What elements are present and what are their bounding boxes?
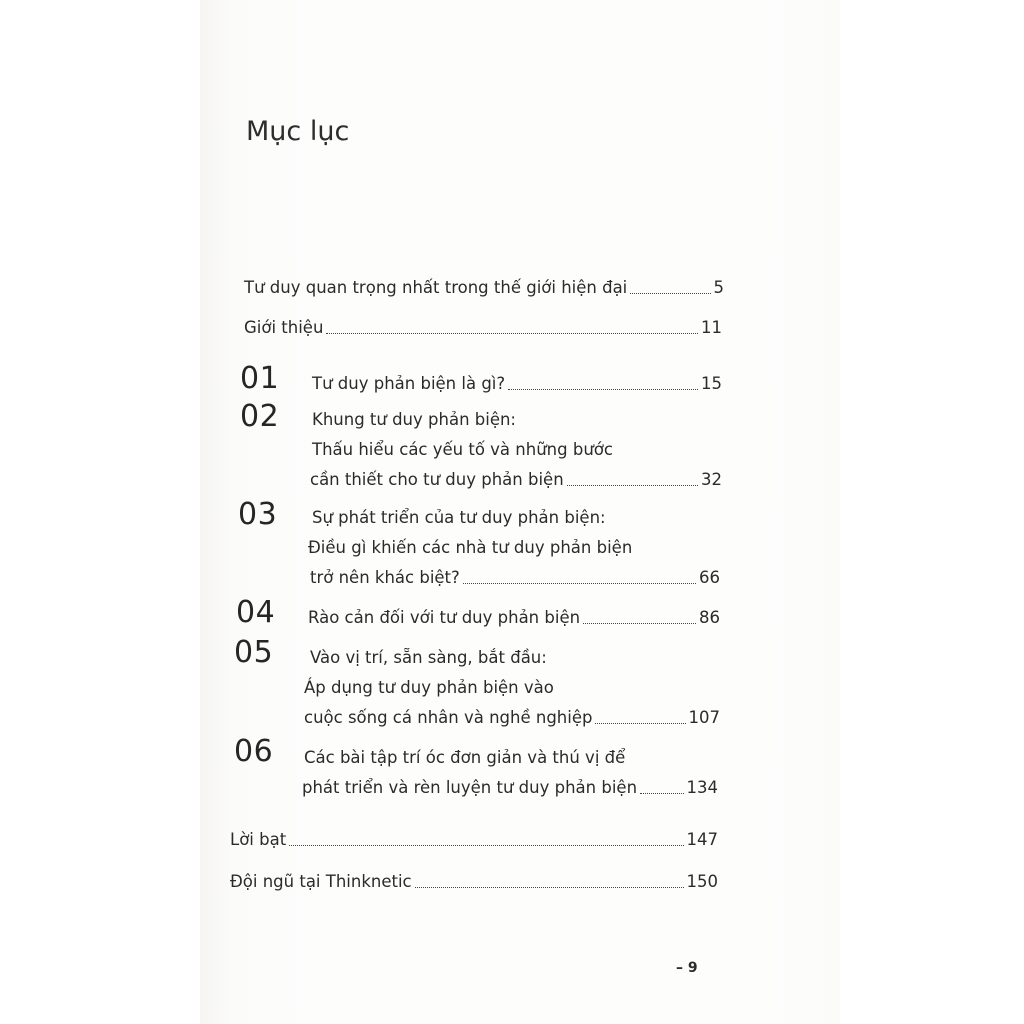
toc-entry-chapter-05 — [304, 708, 720, 728]
toc-entry-chapter-06 — [302, 778, 718, 798]
toc-entry-page: 150 — [686, 872, 718, 891]
toc-entry-page: 147 — [686, 830, 718, 849]
book-page — [200, 0, 840, 1024]
toc-entry-title-line: cần thiết cho tư duy phản biện — [310, 470, 564, 489]
toc-entry-title-line: Khung tư duy phản biện: — [312, 410, 516, 429]
toc-entry-page: 5 — [713, 278, 724, 297]
toc-entry-page: 107 — [688, 708, 720, 727]
toc-entry-introduction — [244, 318, 722, 338]
chapter-number: 04 — [236, 595, 276, 630]
toc-entry-chapter-02 — [310, 470, 722, 490]
toc-entry-title-line: cuộc sống cá nhân và nghề nghiệp — [304, 708, 593, 727]
toc-entry-chapter-01 — [312, 374, 722, 394]
toc-entry-afterword — [230, 830, 718, 850]
toc-entry-title: Tư duy quan trọng nhất trong thế giới hiện đại — [244, 278, 628, 297]
dot-leader — [595, 723, 685, 724]
dot-leader — [508, 389, 698, 390]
toc-entry-page: 134 — [686, 778, 718, 797]
toc-entry-title: Rào cản đối với tư duy phản biện — [308, 608, 581, 627]
toc-entry-title-line: Áp dụng tư duy phản biện vào — [304, 678, 554, 697]
toc-entry-title-line: Sự phát triển của tư duy phản biện: — [312, 508, 606, 527]
dot-leader — [326, 333, 698, 334]
toc-entry-page: 32 — [701, 470, 722, 489]
chapter-number: 01 — [240, 361, 280, 396]
toc-entry-foreword — [244, 278, 724, 298]
toc-entry-page: 15 — [701, 374, 722, 393]
toc-entry-page: 66 — [699, 568, 720, 587]
chapter-number: 06 — [234, 734, 274, 769]
toc-entry-title: Giới thiệu — [244, 318, 324, 337]
dot-leader — [640, 793, 683, 794]
toc-entry-team — [230, 872, 718, 892]
dot-leader — [630, 293, 710, 294]
dot-leader — [583, 623, 696, 624]
dot-leader — [463, 583, 696, 584]
chapter-number: 03 — [238, 497, 278, 532]
toc-entry-chapter-03 — [310, 568, 720, 588]
dot-leader — [289, 845, 683, 846]
toc-entry-title: Lời bạt — [230, 830, 287, 849]
toc-entry-title: Đội ngũ tại Thinknetic — [230, 872, 412, 891]
toc-entry-page: 11 — [701, 318, 722, 337]
toc-entry-title: Tư duy phản biện là gì? — [312, 374, 506, 393]
page-title: Mục lục — [246, 116, 350, 147]
chapter-number: 02 — [240, 399, 280, 434]
toc-entry-title-line: Thấu hiểu các yếu tố và những bước — [312, 440, 613, 459]
toc-entry-page: 86 — [699, 608, 720, 627]
toc-entry-title-line: Điều gì khiến các nhà tư duy phản biện — [308, 538, 633, 557]
toc-entry-chapter-04 — [308, 608, 720, 628]
toc-entry-title-line: Vào vị trí, sẵn sàng, bắt đầu: — [310, 648, 547, 667]
dot-leader — [567, 485, 698, 486]
toc-entry-title-line: Các bài tập trí óc đơn giản và thú vị để — [304, 748, 626, 767]
toc-entry-title-line: phát triển và rèn luyện tư duy phản biện — [302, 778, 638, 797]
dot-leader — [415, 887, 684, 888]
toc-entry-title-line: trở nên khác biệt? — [310, 568, 460, 587]
chapter-number: 05 — [234, 635, 274, 670]
page-number: – 9 — [676, 960, 698, 976]
